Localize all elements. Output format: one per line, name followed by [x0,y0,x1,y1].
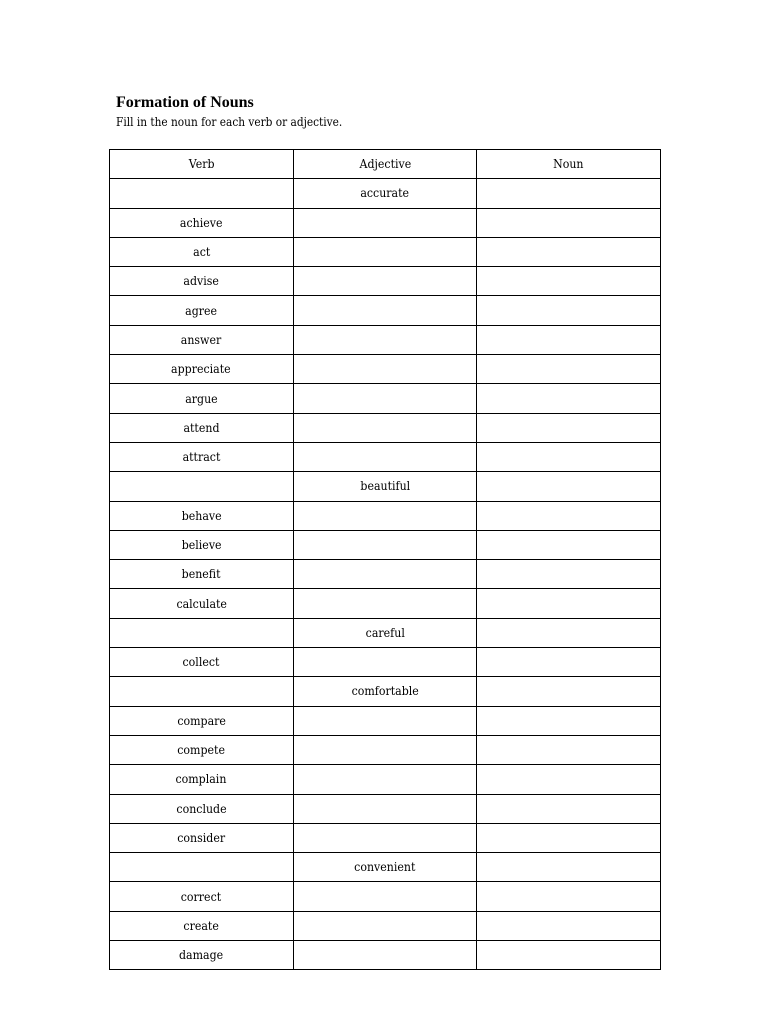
noun-answer-cell[interactable] [477,677,661,706]
verb-cell [110,208,294,237]
table-row [110,501,661,530]
noun-answer-cell[interactable] [477,179,661,208]
verb-cell [110,794,294,823]
adjective-cell-text: accurate [360,185,410,201]
noun-answer-cell[interactable] [477,853,661,882]
verb-cell [110,648,294,677]
adjective-cell [293,296,477,325]
header-verb-label: Verb [188,156,215,172]
noun-answer-cell[interactable] [477,413,661,442]
verb-cell [110,941,294,970]
verb-cell-text: compete [177,742,226,758]
verb-cell-text: agree [185,302,218,318]
table-row [110,735,661,764]
verb-cell [110,589,294,618]
verb-cell [110,267,294,296]
adjective-cell [293,560,477,589]
noun-formation-table [109,149,661,970]
adjective-cell [293,501,477,530]
adjective-cell [293,648,477,677]
adjective-cell [293,677,477,706]
verb-cell-text: damage [179,947,224,963]
noun-answer-cell[interactable] [477,589,661,618]
verb-cell [110,677,294,706]
adjective-cell [293,911,477,940]
adjective-cell [293,618,477,647]
noun-answer-cell[interactable] [477,384,661,413]
adjective-cell [293,267,477,296]
adjective-cell [293,413,477,442]
verb-cell-text: complain [175,771,227,787]
noun-answer-cell[interactable] [477,882,661,911]
verb-cell [110,296,294,325]
verb-cell-text: argue [185,390,218,406]
noun-answer-cell[interactable] [477,560,661,589]
verb-cell [110,355,294,384]
verb-cell-text: appreciate [171,361,232,377]
verb-cell-text: collect [182,654,220,670]
verb-cell [110,911,294,940]
table-row [110,442,661,471]
noun-answer-cell[interactable] [477,911,661,940]
table-row [110,237,661,266]
table-row [110,325,661,354]
table-row [110,618,661,647]
noun-answer-cell[interactable] [477,794,661,823]
noun-answer-cell[interactable] [477,267,661,296]
verb-cell [110,413,294,442]
verb-cell [110,882,294,911]
adjective-cell [293,735,477,764]
table-row [110,413,661,442]
verb-cell-text: answer [181,331,222,347]
adjective-cell-text: convenient [354,859,416,875]
table-row [110,823,661,852]
noun-answer-cell[interactable] [477,823,661,852]
noun-answer-cell[interactable] [477,618,661,647]
verb-cell-text: believe [181,537,222,552]
adjective-cell [293,823,477,852]
table-row [110,648,661,677]
adjective-cell [293,765,477,794]
header-noun [477,150,661,179]
adjective-cell [293,882,477,911]
verb-cell [110,765,294,794]
table-row [110,267,661,296]
noun-answer-cell[interactable] [477,706,661,735]
table-row [110,882,661,911]
table-row [110,296,661,325]
page-title: Formation of Nouns [116,94,254,111]
noun-answer-cell[interactable] [477,442,661,471]
verb-cell-text: correct [181,888,222,904]
verb-cell [110,237,294,266]
noun-answer-cell[interactable] [477,296,661,325]
verb-cell-text: conclude [176,800,227,816]
verb-cell [110,472,294,501]
table-row [110,560,661,589]
noun-answer-cell[interactable] [477,735,661,764]
verb-cell-text: act [192,244,210,260]
noun-answer-cell[interactable] [477,472,661,501]
adjective-cell [293,179,477,208]
instructions-text: Fill in the noun for each verb or adjective. [116,115,343,129]
verb-cell [110,501,294,530]
noun-answer-cell[interactable] [477,501,661,530]
header-verb [110,150,294,179]
noun-answer-cell[interactable] [477,765,661,794]
verb-cell-text: attend [183,419,220,435]
table-row [110,677,661,706]
verb-cell [110,735,294,764]
verb-cell [110,530,294,559]
adjective-cell [293,589,477,618]
adjective-cell [293,794,477,823]
table-row [110,530,661,559]
header-adjective [293,150,477,179]
verb-cell [110,179,294,208]
verb-cell [110,560,294,589]
verb-cell-text: calculate [176,595,227,611]
noun-answer-cell[interactable] [477,648,661,677]
table-row [110,706,661,735]
table-row [110,472,661,501]
adjective-cell [293,941,477,970]
verb-cell-text: achieve [180,214,223,230]
verb-cell [110,618,294,647]
table-row [110,179,661,208]
adjective-cell-text: beautiful [360,478,410,494]
verb-cell [110,442,294,471]
verb-cell [110,706,294,735]
table-row [110,208,661,237]
noun-answer-cell[interactable] [477,530,661,559]
verb-cell-text: behave [181,507,222,523]
table-header-row [110,150,661,179]
table-row [110,941,661,970]
table-row [110,355,661,384]
adjective-cell [293,442,477,471]
noun-answer-cell[interactable] [477,237,661,266]
table-row [110,853,661,882]
verb-cell-text: create [183,917,220,933]
adjective-cell [293,325,477,354]
table-row [110,765,661,794]
verb-cell-text: attract [182,449,221,465]
table-row [110,384,661,413]
verb-cell [110,325,294,354]
adjective-cell-text: careful [365,624,405,640]
noun-answer-cell[interactable] [477,325,661,354]
adjective-cell [293,355,477,384]
verb-cell [110,853,294,882]
verb-cell-text: benefit [181,566,221,582]
adjective-cell [293,706,477,735]
noun-answer-cell[interactable] [477,208,661,237]
noun-answer-cell[interactable] [477,941,661,970]
verb-cell [110,823,294,852]
table-row [110,589,661,618]
header-noun-label: Noun [553,156,584,172]
adjective-cell-text: comfortable [351,683,419,699]
table-row [110,794,661,823]
adjective-cell [293,472,477,501]
adjective-cell [293,530,477,559]
header-adjective-label: Adjective [359,156,411,172]
verb-cell-text: compare [177,712,226,728]
verb-cell-text: consider [177,829,226,845]
table-row [110,911,661,940]
adjective-cell [293,237,477,266]
adjective-cell [293,853,477,882]
noun-answer-cell[interactable] [477,355,661,384]
verb-cell-text: advise [183,273,220,289]
adjective-cell [293,208,477,237]
verb-cell [110,384,294,413]
adjective-cell [293,384,477,413]
